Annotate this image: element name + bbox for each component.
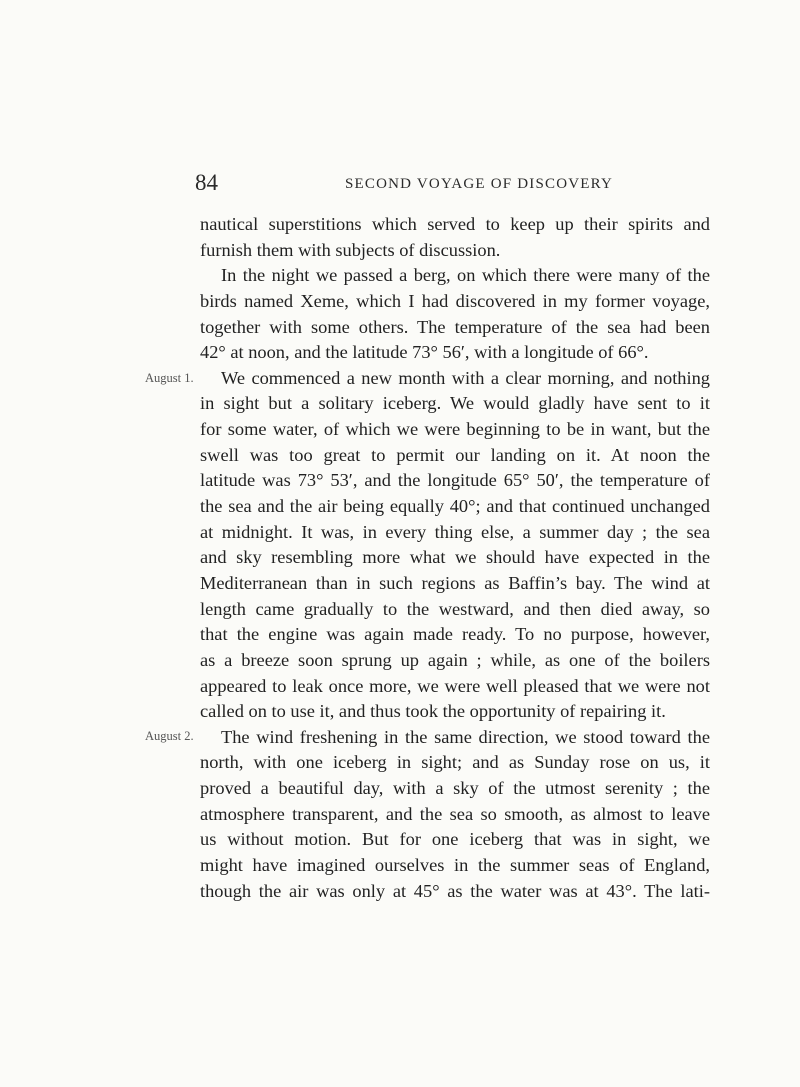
text-line: appeared to leak once more, we were well pleased that we were not [200,675,710,696]
text-line: furnish them with subjects of discussion. [200,239,501,260]
text-line: We commenced a new month with a clear morning, and nothing [221,367,710,388]
text-line: proved a beautiful day, with a sky of the utmost serenity ; the [200,778,710,799]
margin-note-august-2: August 2. [145,729,194,743]
text-line: In the night we passed a berg, on which there were many of the [221,265,710,286]
text-line: though the air was only at 45° as the water was at 43°. The lati- [200,880,710,901]
text-line: The wind freshening in the same direction, we stood toward the [221,726,710,747]
text-line: might have imagined ourselves in the summer seas of England, [200,855,710,876]
text-line: us without motion. But for one iceberg that was in sight, we [200,829,710,850]
text-line: length came gradually to the westward, and then died away, so [200,598,710,619]
text-line: called on to use it, and thus took the opportunity of repairing it. [200,701,666,722]
text-line: as a breeze soon sprung up again ; while, as one of the boilers [200,649,710,670]
running-head: SECOND VOYAGE OF DISCOVERY [345,176,614,192]
text-line: birds named Xeme, which I had discovered in my former voyage, [200,290,710,311]
text-line: at midnight. It was, in every thing else, a summer day ; the sea [200,521,710,542]
text-line: Mediterranean than in such regions as Baffin’s bay. The wind at [200,572,710,593]
body-text [200,212,710,904]
page-number: 84 [195,170,218,195]
text-line: north, with one iceberg in sight; and as Sunday rose on us, it [200,752,710,773]
margin-note-august-1: August 1. [145,371,194,385]
text-line: and sky resembling more what we should have expected in the [200,547,710,568]
text-line: together with some others. The temperature of the sea had been [200,316,710,337]
text-line: 42° at noon, and the latitude 73° 56′, with a longitude of 66°. [200,342,649,363]
text-line: nautical superstitions which served to keep up their spirits and [200,214,710,234]
text-line: for some water, of which we were beginning to be in want, but the [200,419,710,440]
page-header [195,170,705,200]
text-line: in sight but a solitary iceberg. We would gladly have sent to it [200,393,710,414]
text-line: that the engine was again made ready. To no purpose, however, [200,624,710,645]
text-line: atmosphere transparent, and the sea so smooth, as almost to leave [200,803,710,824]
text-line: swell was too great to permit our landing on it. At noon the [200,444,710,465]
text-line: the sea and the air being equally 40°; and that continued unchanged [200,496,710,517]
text-line: latitude was 73° 53′, and the longitude 65° 50′, the temperature of [200,470,710,491]
